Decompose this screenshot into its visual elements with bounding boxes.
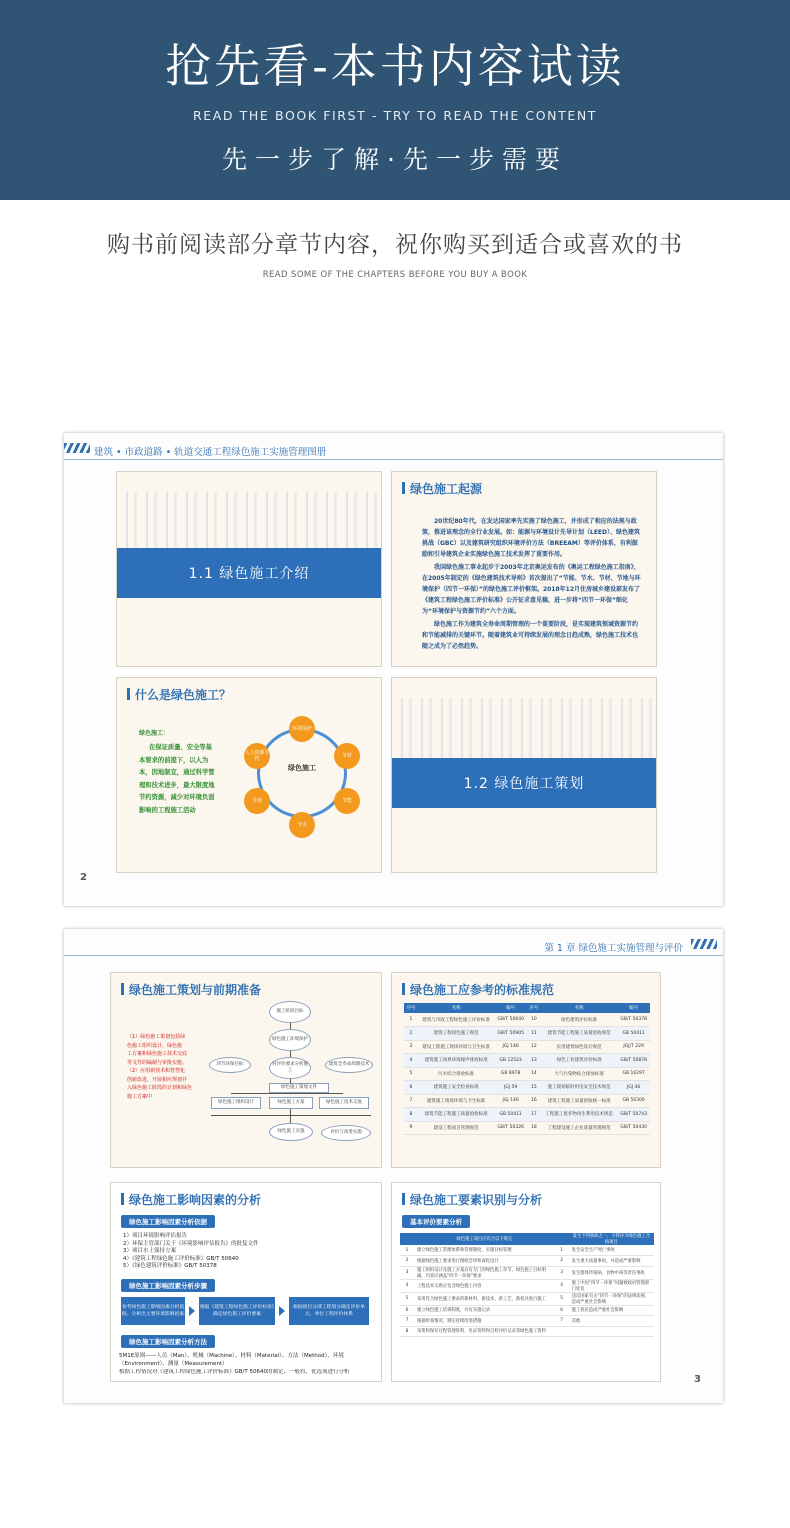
table-cell: 大气污染物综合排放标准 [541, 1067, 617, 1081]
table-cell: 3 [555, 1266, 569, 1279]
running-head-text: 建筑 • 市政道路 • 轨道交通工程绿色施工实施管理图册 [94, 447, 327, 458]
flow-node-right: 建筑全寿命周期技术 [325, 1057, 373, 1073]
flow-node-org: 绿色施工组织设计 [211, 1097, 261, 1109]
col-header: 名称 [418, 1003, 494, 1013]
table-cell: GB 50411 [617, 1027, 650, 1041]
table-cell: 14 [527, 1067, 541, 1081]
table-cell: 4 [555, 1279, 569, 1292]
cycle-center: 绿色施工 [288, 764, 316, 772]
table-row [404, 1108, 650, 1122]
step-box: 根据项目分部工程划分确定评价单元，单位工程评价体系 [289, 1297, 369, 1325]
method-text-1: 5M1E原则——人员（Man）、机械（Machine）、材料（Material）、方法（Method）、环境（Environment）、测量（Measurement） [119, 1353, 344, 1367]
table-cell: 5 [400, 1292, 414, 1305]
flow-connector [290, 1051, 291, 1057]
table-cell: 8 [404, 1108, 418, 1122]
table-cell: 施工扰民造成严重社会影响 [569, 1305, 654, 1316]
node-environment: 环境保护 [289, 716, 315, 742]
table-cell: 6 [555, 1305, 569, 1316]
flow-node-top1: 施工阶段目标 [269, 1001, 311, 1023]
basis-list: 1）项目环境影响评估报告 2）环保主管部门关于《环境影响评估报告》的批复文件 3）项目水土保持方案 4）《建筑工程绿色施工评价标准》GB/T 50640 5）《绿色建筑评价标准》GB/T 50378 [123, 1233, 259, 1269]
table-cell: 13 [527, 1054, 541, 1068]
table-cell: 施工中因“四节一环保”问题被政府管理部门处罚 [569, 1279, 654, 1292]
flow-node-implement: 绿色施工实施 [269, 1123, 313, 1141]
flow-connector [290, 1079, 291, 1083]
running-head-text: 第 1 章 绿色施工实施管理与评价 [544, 943, 683, 954]
banner-slogan: 先一步了解·先一步需要 [222, 145, 568, 174]
node-material: 节材 [334, 743, 360, 769]
section-band: 1.2 绿色施工策划 [392, 758, 656, 808]
table-cell: 污水综合排放标准 [418, 1067, 494, 1081]
node-land: 节地 [244, 788, 270, 814]
table-cell: 4 [400, 1279, 414, 1292]
arrow-right-icon [189, 1306, 195, 1316]
table-row [404, 1054, 650, 1068]
table-header-row [400, 1233, 654, 1245]
table-cell: JGJ 146 [494, 1094, 527, 1108]
table-cell: GB/T 50878 [617, 1054, 650, 1068]
lead-title: 购书前阅读部分章节内容，祝你购买到适合或喜欢的书 [107, 232, 683, 258]
table-cell: 18 [527, 1121, 541, 1135]
flow-node-evaluate: 评价与改进实施 [321, 1125, 371, 1141]
table-cell: 民用建筑绿色设计规范 [541, 1040, 617, 1054]
section-label: 绿色施工影响因素分析方法 [121, 1335, 215, 1348]
slide-section-1-2 [391, 677, 657, 873]
col-header: 编号 [494, 1003, 527, 1013]
standards-table [404, 1003, 650, 1135]
slide-heading: 绿色施工起源 [402, 480, 482, 497]
table-row [400, 1245, 654, 1256]
table-header-row [404, 1003, 650, 1013]
section-label: 基本评价要素分析 [402, 1215, 470, 1228]
table-cell: 施工现场临时用电安全技术规范 [541, 1081, 617, 1095]
book-page-2 [64, 433, 723, 906]
table-cell: 建筑施工场界环境噪声排放标准 [418, 1054, 494, 1068]
running-head [64, 439, 723, 461]
table-cell: 17 [527, 1108, 541, 1122]
table-cell: 建设工程施工现场环境与卫生标准 [418, 1040, 494, 1054]
table-cell: 采用符合绿色施工要求的新材料、新技术、新工艺、新机具进行施工 [414, 1292, 555, 1305]
table-cell: GB/T 50326 [494, 1121, 527, 1135]
table-cell: 1 [404, 1013, 418, 1027]
node-human: 人力资源节约 [244, 743, 270, 769]
section-label: 绿色施工影响因素分析依据 [121, 1215, 215, 1228]
flow-node-brief: 绿色施工技术交底 [319, 1097, 369, 1109]
table-cell: 3 [404, 1040, 418, 1054]
table-cell: 8 [400, 1326, 414, 1337]
table-row [404, 1027, 650, 1041]
slide-heading: 绿色施工应参考的标准规范 [402, 981, 554, 998]
slide-origin [391, 471, 657, 667]
table-cell: 7 [404, 1094, 418, 1108]
table-cell: 其他 [569, 1316, 654, 1327]
table-cell: GB/T 50378 [617, 1013, 650, 1027]
col-header: 序号 [527, 1003, 541, 1013]
section-label: 绿色施工影响因素分析步骤 [121, 1279, 215, 1292]
table-cell [555, 1326, 569, 1337]
table-cell: 发生安全生产死亡事故 [569, 1245, 654, 1256]
lead-subtitle: READ SOME OF THE CHAPTERS BEFORE YOU BUY A BOOK [262, 270, 528, 280]
definition-text: 在保证质量、安全等基本要求的前提下，以人为本，因地制宜，通过科学管理和技术进步，最大限度地节约资源，减少对环境负面影响的工程施工活动 [139, 744, 215, 814]
table-cell: 11 [527, 1027, 541, 1041]
table-cell: 建立绿色施工管理体系和管理制度，实施目标管理 [414, 1245, 555, 1256]
table-row [400, 1326, 654, 1337]
table-cell: GB 12523 [494, 1054, 527, 1068]
head-rule [64, 459, 723, 460]
node-energy: 节能 [334, 788, 360, 814]
section-band: 1.1 绿色施工介绍 [117, 548, 381, 598]
table-cell: 采集和保存过程管理资料、见证资料和自检评价记录等绿色施工资料 [414, 1326, 555, 1337]
flow-connector [290, 1109, 291, 1123]
slide-section-1-1 [116, 471, 382, 667]
col-header: 序号 [404, 1003, 418, 1013]
table-cell: JGJ/T 229 [617, 1040, 650, 1054]
table-cell: 建筑节能工程施工质量验收标准 [418, 1108, 494, 1122]
table-cell: 1 [400, 1245, 414, 1256]
table-cell: 2 [400, 1256, 414, 1267]
table-cell: 7 [400, 1316, 414, 1327]
table-cell: 根据绿色施工要求进行图纸会审和深化设计 [414, 1256, 555, 1267]
table-row [404, 1094, 650, 1108]
col-header [555, 1233, 569, 1245]
origin-paragraph-3: 绿色施工作为建筑全寿命周期管理的一个重要阶段，是实现建筑领域资源节约和节能减排的关键环节。随着建筑业可持续发展的理念日趋成熟，绿色施工技术也随之成为了必然趋势。 [422, 621, 639, 650]
table-cell: 发生重大质量事故，并造成严重影响 [569, 1256, 654, 1267]
slide-heading: 绿色施工影响因素的分析 [121, 1191, 261, 1208]
col-header [400, 1233, 414, 1245]
table-row [400, 1316, 654, 1327]
flow-node-plan: 绿色施工方案 [269, 1097, 313, 1109]
table-cell: 建立绿色施工培训制度，并有实施记录 [414, 1305, 555, 1316]
slide-planning [110, 972, 382, 1168]
slide-influence [110, 1182, 382, 1382]
head-rule [64, 955, 723, 956]
arrow-right-icon [279, 1306, 285, 1316]
table-cell: 12 [527, 1040, 541, 1054]
table-cell: 9 [404, 1121, 418, 1135]
table-cell: GB 50300 [617, 1094, 650, 1108]
book-page-3 [64, 929, 723, 1403]
table-cell: 违反国家有关“四节一环保”的法律法规，造成严重社会影响 [569, 1292, 654, 1305]
table-row [400, 1266, 654, 1279]
method-text-2: 根据工程情况对《建筑工程绿色施工评价标准》GB/T 50640的制定，一般将、优选项进行分析 [119, 1369, 350, 1375]
stripes-icon [64, 443, 90, 453]
table-cell: 6 [400, 1305, 414, 1316]
running-head [64, 935, 723, 957]
table-cell: 2 [555, 1256, 569, 1267]
slide-standards [391, 972, 661, 1168]
table-cell: 工程建设施工企业质量管理规范 [541, 1121, 617, 1135]
table-cell: 10 [527, 1013, 541, 1027]
table-cell: GB/T 50640 [494, 1013, 527, 1027]
flow-node-step2: 对评价要求分析施工 [269, 1057, 311, 1079]
banner-subtitle: READ THE BOOK FIRST - TRY TO READ THE CONTENT [192, 108, 598, 123]
green-construction-cycle [242, 708, 362, 838]
table-cell: 2 [404, 1027, 418, 1041]
col-header: 名称 [541, 1003, 617, 1013]
table-cell: 3 [400, 1266, 414, 1279]
table-cell: 6 [404, 1081, 418, 1095]
slide-heading: 绿色施工策划与前期准备 [121, 981, 261, 998]
table-row [404, 1081, 650, 1095]
table-cell [569, 1326, 654, 1337]
table-cell: JGJ 46 [617, 1081, 650, 1095]
table-cell: GB/T 50905 [494, 1027, 527, 1041]
table-cell: 绿色建筑评价标准 [541, 1013, 617, 1027]
table-cell: GB 8978 [494, 1067, 527, 1081]
banner-title: 抢先看-本书内容试读 [165, 39, 625, 93]
table-cell: JGJ 146 [494, 1040, 527, 1054]
page-number: 2 [80, 872, 87, 883]
table-cell: 绿色工业建筑评价标准 [541, 1054, 617, 1068]
slide-elements [391, 1182, 661, 1382]
table-cell: 建筑施工现场环境与卫生标准 [418, 1094, 494, 1108]
stripes-icon [691, 939, 717, 949]
table-cell: 根据检查情况，制定持续改进措施 [414, 1316, 555, 1327]
table-row [400, 1292, 654, 1305]
flow-node-docs: 绿色施工策划文件 [269, 1083, 329, 1093]
flow-node-step1: 绿色施工环境保护 [269, 1029, 311, 1051]
table-cell: 5 [555, 1292, 569, 1305]
slide-what-is [116, 677, 382, 873]
definition-title: 绿色施工： [139, 730, 170, 737]
table-row [404, 1067, 650, 1081]
flow-node-left: 四节环保目标 [209, 1057, 251, 1073]
table-cell: 4 [404, 1054, 418, 1068]
table-cell: 建筑工程施工质量验收统一标准 [541, 1094, 617, 1108]
table-cell: 建筑与市政工程绿色施工评价标准 [418, 1013, 494, 1027]
slide-heading: 什么是绿色施工？ [127, 686, 231, 703]
table-row [400, 1256, 654, 1267]
table-row [400, 1305, 654, 1316]
table-cell: 建筑施工安全检查标准 [418, 1081, 494, 1095]
origin-paragraph-2: 我国绿色施工事业起步于2003年北京奥运发布的《奥运工程绿色施工指南》，在2005年制定的《绿色建筑技术导则》首次提出了“节能、节水、节材、节地与环境保护（四节一环保）”的绿色施工评价框架。2018年12月住房城乡建设部发布了《建筑工程绿色施工评价标准》公开征求意见稿，进一步将“四节一环保”细化为“环境保护与资源节约”六个方面。 [422, 564, 641, 615]
table-cell: JGJ 59 [494, 1081, 527, 1095]
header-banner [0, 0, 790, 200]
table-row [404, 1121, 650, 1135]
table-cell: 5 [404, 1067, 418, 1081]
slide-heading: 绿色施工要素识别与分析 [402, 1191, 542, 1208]
table-cell: 工程技术交底应包含绿色施工内容 [414, 1279, 555, 1292]
table-cell: 7 [555, 1316, 569, 1327]
col-header: 发生下列事故之一，不得评为绿色施工合格项目 [569, 1233, 654, 1245]
step-box: 参考绿色施工影响因素分析依据，分析出主要环境影响因素 [121, 1297, 185, 1325]
table-cell: 16 [527, 1094, 541, 1108]
table-cell: 建设工程项目管理规范 [418, 1121, 494, 1135]
table-cell: GB 50411 [494, 1108, 527, 1122]
planning-note: （1）绿色施工策划包括绿 色施工组织设计、绿色施 工方案和绿色施工技术交底 等文件的编制与审批实施。 （2）应用新技术和智慧化 创新改进，开展相应规划并 入绿色施工阶段的计划和绿色 施工方案中 [127, 1034, 193, 1100]
elements-table [400, 1233, 654, 1337]
table-cell: 15 [527, 1081, 541, 1095]
flow-connector [211, 1115, 371, 1116]
table-row [404, 1013, 650, 1027]
origin-paragraph-1: 20世纪80年代，在发达国家率先实施了绿色施工，并形成了相应的法规与政策，推进该理念的全行业发展。如：能源与环境设计先导计划（LEED）、绿色建筑挑战（GBC）以及建筑研究组织环境评价方法（BREEAM）等评价体系，有利鼓励和引导建筑企业实施绿色施工技术发挥了重要作用。 [422, 518, 641, 558]
flow-connector [290, 1023, 291, 1029]
table-cell: 建筑节能工程施工质量验收规范 [541, 1027, 617, 1041]
table-cell: 1 [555, 1245, 569, 1256]
table-cell: 施工组织设计及施工方案应有专门的绿色施工章节，绿色施工目标明确，内容应涵盖“四节一环保”要求 [414, 1266, 555, 1279]
table-row [404, 1040, 650, 1054]
table-cell: GB/T 50430 [617, 1121, 650, 1135]
node-water: 节水 [289, 812, 315, 838]
flow-connector [231, 1093, 343, 1094]
table-cell: GB/T 50743 [617, 1108, 650, 1122]
table-cell: 发生群体传染病、食物中毒等责任事故 [569, 1266, 654, 1279]
col-header: 编号 [617, 1003, 650, 1013]
table-row [400, 1279, 654, 1292]
table-cell: GB 16297 [617, 1067, 650, 1081]
step-box: 根据《建筑工程绿色施工评价标准》确定绿色施工评价要素 [199, 1297, 275, 1325]
col-header: 绿色施工项目应符合以下规定 [414, 1233, 555, 1245]
page-number: 3 [694, 1374, 701, 1385]
table-cell: 建筑工程绿色施工规范 [418, 1027, 494, 1041]
table-cell: 工程施工废弃物再生利用技术规范 [541, 1108, 617, 1122]
